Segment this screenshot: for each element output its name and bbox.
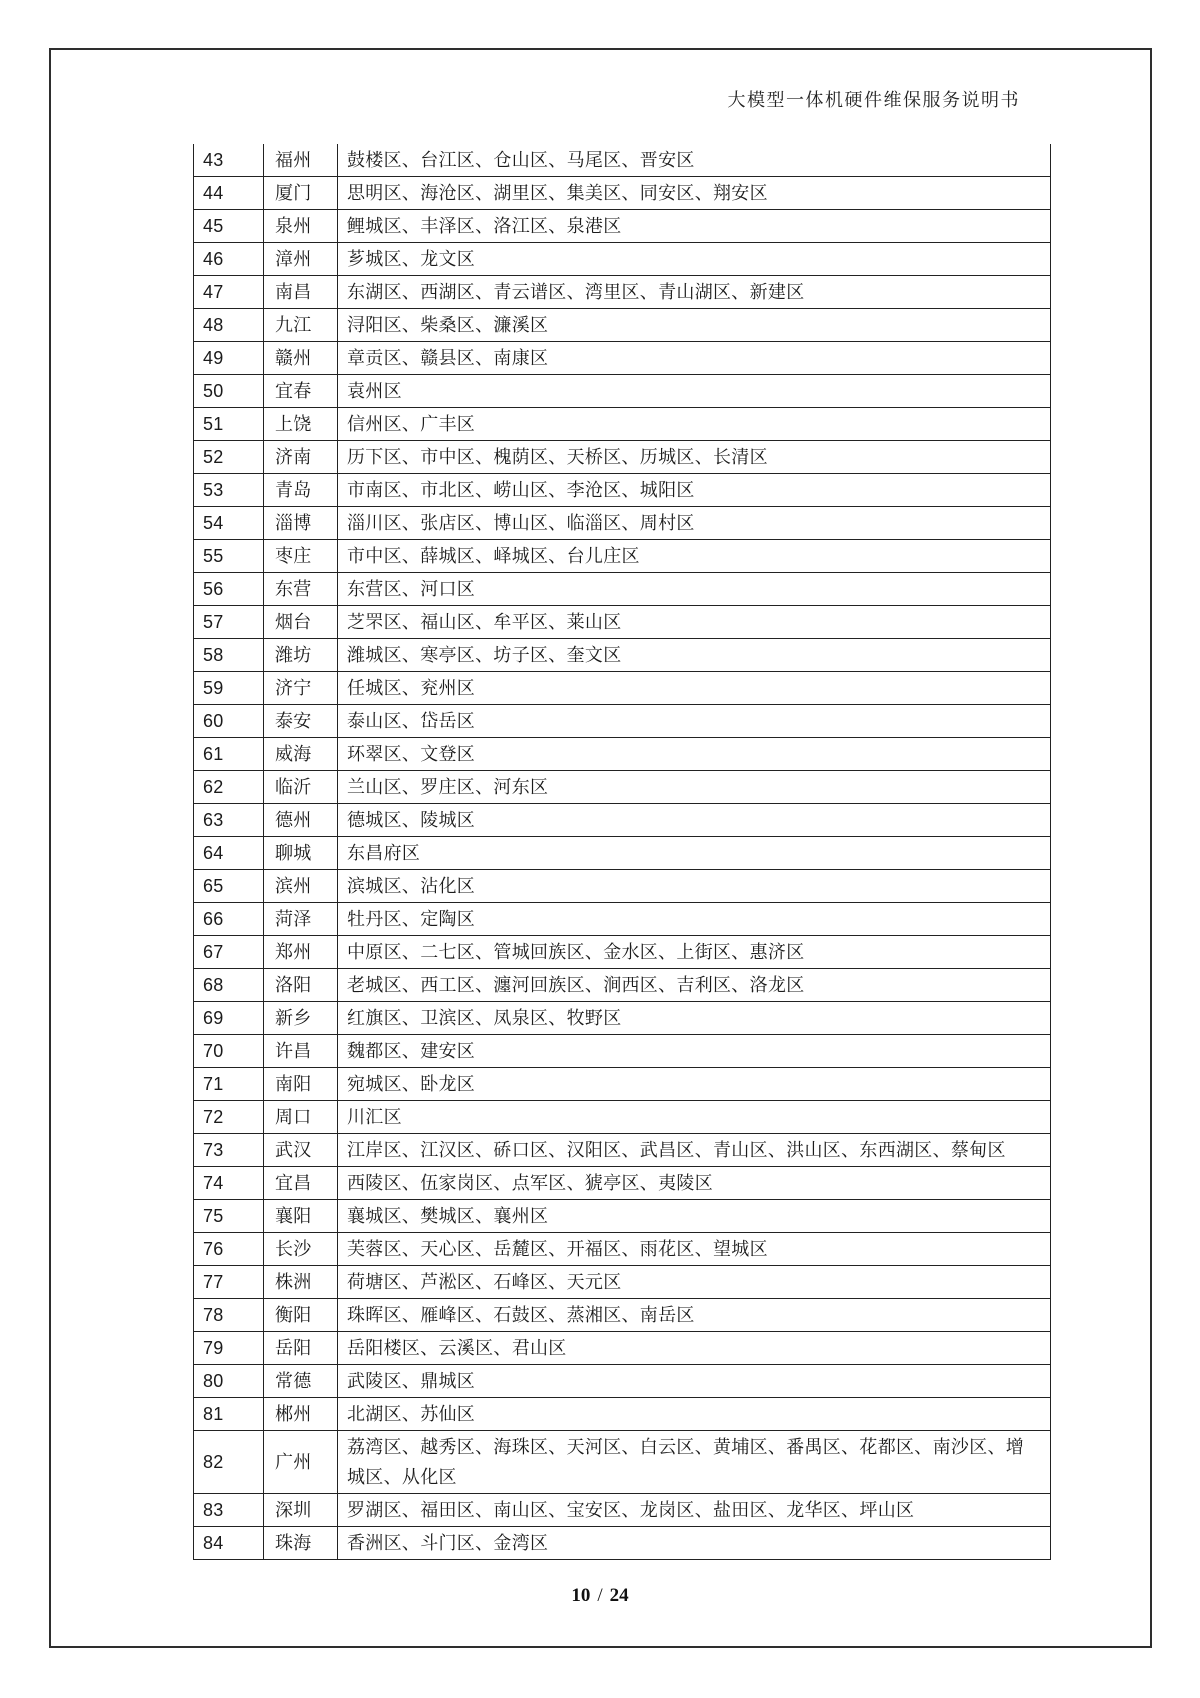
table-row	[194, 276, 1051, 309]
districts-cell: 章贡区、赣县区、南康区	[338, 342, 1051, 375]
city-cell: 许昌	[264, 1035, 338, 1068]
districts-cell: 香洲区、斗门区、金湾区	[338, 1527, 1051, 1560]
districts-cell: 荷塘区、芦淞区、石峰区、天元区	[338, 1266, 1051, 1299]
row-number-cell: 68	[194, 969, 264, 1002]
table-row	[194, 969, 1051, 1002]
row-number-cell: 67	[194, 936, 264, 969]
city-cell: 岳阳	[264, 1332, 338, 1365]
table-row	[194, 837, 1051, 870]
city-cell: 南阳	[264, 1068, 338, 1101]
districts-cell: 泰山区、岱岳区	[338, 705, 1051, 738]
row-number-cell: 49	[194, 342, 264, 375]
row-number-cell: 75	[194, 1200, 264, 1233]
header-title: 大模型一体机硬件维保服务说明书	[727, 90, 1020, 110]
row-number-cell: 46	[194, 243, 264, 276]
city-cell: 深圳	[264, 1494, 338, 1527]
row-number-cell: 74	[194, 1167, 264, 1200]
districts-cell: 岳阳楼区、云溪区、君山区	[338, 1332, 1051, 1365]
row-number-cell: 52	[194, 441, 264, 474]
table-row	[194, 1365, 1051, 1398]
row-number-cell: 53	[194, 474, 264, 507]
city-cell: 南昌	[264, 276, 338, 309]
city-cell: 九江	[264, 309, 338, 342]
table-row	[194, 1332, 1051, 1365]
table-row	[194, 1431, 1051, 1494]
current-page-number: 10	[571, 1585, 591, 1606]
districts-cell: 芝罘区、福山区、牟平区、莱山区	[338, 606, 1051, 639]
districts-cell: 老城区、西工区、瀍河回族区、涧西区、吉利区、洛龙区	[338, 969, 1051, 1002]
districts-cell: 西陵区、伍家岗区、点军区、猇亭区、夷陵区	[338, 1167, 1051, 1200]
row-number-cell: 83	[194, 1494, 264, 1527]
row-number-cell: 66	[194, 903, 264, 936]
districts-cell: 市南区、市北区、崂山区、李沧区、城阳区	[338, 474, 1051, 507]
table-row	[194, 1494, 1051, 1527]
districts-cell: 中原区、二七区、管城回族区、金水区、上街区、惠济区	[338, 936, 1051, 969]
city-cell: 厦门	[264, 177, 338, 210]
districts-cell: 珠晖区、雁峰区、石鼓区、蒸湘区、南岳区	[338, 1299, 1051, 1332]
city-cell: 烟台	[264, 606, 338, 639]
table-row	[194, 1398, 1051, 1431]
page-number-separator: /	[597, 1585, 603, 1606]
row-number-cell: 62	[194, 771, 264, 804]
table-row	[194, 804, 1051, 837]
districts-cell: 历下区、市中区、槐荫区、天桥区、历城区、长清区	[338, 441, 1051, 474]
row-number-cell: 58	[194, 639, 264, 672]
districts-cell: 罗湖区、福田区、南山区、宝安区、龙岗区、盐田区、龙华区、坪山区	[338, 1494, 1051, 1527]
table-row	[194, 144, 1051, 177]
table-row	[194, 441, 1051, 474]
city-cell: 株洲	[264, 1266, 338, 1299]
districts-cell: 川汇区	[338, 1101, 1051, 1134]
city-cell: 聊城	[264, 837, 338, 870]
city-cell: 衡阳	[264, 1299, 338, 1332]
city-cell: 郑州	[264, 936, 338, 969]
city-cell: 襄阳	[264, 1200, 338, 1233]
row-number-cell: 70	[194, 1035, 264, 1068]
districts-cell: 襄城区、樊城区、襄州区	[338, 1200, 1051, 1233]
row-number-cell: 71	[194, 1068, 264, 1101]
districts-cell: 鲤城区、丰泽区、洛江区、泉港区	[338, 210, 1051, 243]
row-number-cell: 57	[194, 606, 264, 639]
city-cell: 上饶	[264, 408, 338, 441]
table-row	[194, 573, 1051, 606]
page-footer	[0, 1585, 1200, 1607]
table-row	[194, 474, 1051, 507]
row-number-cell: 77	[194, 1266, 264, 1299]
table-row	[194, 210, 1051, 243]
row-number-cell: 65	[194, 870, 264, 903]
districts-cell: 东营区、河口区	[338, 573, 1051, 606]
city-cell: 广州	[264, 1431, 338, 1494]
districts-cell: 潍城区、寒亭区、坊子区、奎文区	[338, 639, 1051, 672]
city-cell: 济宁	[264, 672, 338, 705]
service-area-table	[193, 144, 1051, 1560]
row-number-cell: 78	[194, 1299, 264, 1332]
city-cell: 滨州	[264, 870, 338, 903]
districts-cell: 宛城区、卧龙区	[338, 1068, 1051, 1101]
table-row	[194, 243, 1051, 276]
districts-cell: 江岸区、江汉区、硚口区、汉阳区、武昌区、青山区、洪山区、东西湖区、蔡甸区	[338, 1134, 1051, 1167]
city-cell: 福州	[264, 144, 338, 177]
row-number-cell: 51	[194, 408, 264, 441]
table-row	[194, 375, 1051, 408]
city-cell: 宜春	[264, 375, 338, 408]
city-cell: 新乡	[264, 1002, 338, 1035]
city-cell: 济南	[264, 441, 338, 474]
row-number-cell: 44	[194, 177, 264, 210]
districts-cell: 牡丹区、定陶区	[338, 903, 1051, 936]
table-row	[194, 1266, 1051, 1299]
row-number-cell: 47	[194, 276, 264, 309]
city-cell: 淄博	[264, 507, 338, 540]
table-row	[194, 936, 1051, 969]
table-row	[194, 606, 1051, 639]
row-number-cell: 45	[194, 210, 264, 243]
districts-cell: 北湖区、苏仙区	[338, 1398, 1051, 1431]
row-number-cell: 76	[194, 1233, 264, 1266]
districts-cell: 魏都区、建安区	[338, 1035, 1051, 1068]
table-row	[194, 870, 1051, 903]
row-number-cell: 82	[194, 1431, 264, 1494]
row-number-cell: 56	[194, 573, 264, 606]
table-row	[194, 342, 1051, 375]
districts-cell: 浔阳区、柴桑区、濂溪区	[338, 309, 1051, 342]
table-row	[194, 639, 1051, 672]
city-cell: 宜昌	[264, 1167, 338, 1200]
table-row	[194, 903, 1051, 936]
table-row	[194, 1002, 1051, 1035]
districts-cell: 市中区、薛城区、峄城区、台儿庄区	[338, 540, 1051, 573]
districts-cell: 芗城区、龙文区	[338, 243, 1051, 276]
city-cell: 东营	[264, 573, 338, 606]
table-row	[194, 771, 1051, 804]
table-row	[194, 1527, 1051, 1560]
districts-cell: 德城区、陵城区	[338, 804, 1051, 837]
city-cell: 德州	[264, 804, 338, 837]
table-row	[194, 1035, 1051, 1068]
row-number-cell: 64	[194, 837, 264, 870]
city-cell: 漳州	[264, 243, 338, 276]
table-row	[194, 177, 1051, 210]
city-cell: 枣庄	[264, 540, 338, 573]
row-number-cell: 80	[194, 1365, 264, 1398]
table-row	[194, 408, 1051, 441]
city-cell: 泉州	[264, 210, 338, 243]
row-number-cell: 84	[194, 1527, 264, 1560]
city-cell: 洛阳	[264, 969, 338, 1002]
service-area-table-body	[194, 144, 1051, 1560]
table-row	[194, 1200, 1051, 1233]
table-row	[194, 1233, 1051, 1266]
districts-cell: 信州区、广丰区	[338, 408, 1051, 441]
city-cell: 潍坊	[264, 639, 338, 672]
districts-cell: 武陵区、鼎城区	[338, 1365, 1051, 1398]
row-number-cell: 59	[194, 672, 264, 705]
row-number-cell: 69	[194, 1002, 264, 1035]
city-cell: 菏泽	[264, 903, 338, 936]
city-cell: 武汉	[264, 1134, 338, 1167]
districts-cell: 东昌府区	[338, 837, 1051, 870]
districts-cell: 思明区、海沧区、湖里区、集美区、同安区、翔安区	[338, 177, 1051, 210]
table-row	[194, 1068, 1051, 1101]
city-cell: 赣州	[264, 342, 338, 375]
districts-cell: 淄川区、张店区、博山区、临淄区、周村区	[338, 507, 1051, 540]
districts-cell: 芙蓉区、天心区、岳麓区、开福区、雨花区、望城区	[338, 1233, 1051, 1266]
districts-cell: 任城区、兖州区	[338, 672, 1051, 705]
table-row	[194, 309, 1051, 342]
row-number-cell: 63	[194, 804, 264, 837]
city-cell: 珠海	[264, 1527, 338, 1560]
table-row	[194, 672, 1051, 705]
districts-cell: 滨城区、沾化区	[338, 870, 1051, 903]
row-number-cell: 50	[194, 375, 264, 408]
table-row	[194, 1299, 1051, 1332]
city-cell: 常德	[264, 1365, 338, 1398]
row-number-cell: 48	[194, 309, 264, 342]
row-number-cell: 79	[194, 1332, 264, 1365]
city-cell: 临沂	[264, 771, 338, 804]
row-number-cell: 81	[194, 1398, 264, 1431]
city-cell: 长沙	[264, 1233, 338, 1266]
districts-cell: 袁州区	[338, 375, 1051, 408]
table-row	[194, 507, 1051, 540]
table-row	[194, 705, 1051, 738]
districts-cell: 红旗区、卫滨区、凤泉区、牧野区	[338, 1002, 1051, 1035]
city-cell: 威海	[264, 738, 338, 771]
city-cell: 泰安	[264, 705, 338, 738]
districts-cell: 鼓楼区、台江区、仓山区、马尾区、晋安区	[338, 144, 1051, 177]
row-number-cell: 43	[194, 144, 264, 177]
table-row	[194, 1101, 1051, 1134]
districts-cell: 东湖区、西湖区、青云谱区、湾里区、青山湖区、新建区	[338, 276, 1051, 309]
row-number-cell: 61	[194, 738, 264, 771]
city-cell: 郴州	[264, 1398, 338, 1431]
table-row	[194, 1167, 1051, 1200]
row-number-cell: 73	[194, 1134, 264, 1167]
row-number-cell: 72	[194, 1101, 264, 1134]
total-page-count: 24	[609, 1585, 629, 1606]
document-header	[728, 86, 1021, 112]
table-row	[194, 1134, 1051, 1167]
row-number-cell: 60	[194, 705, 264, 738]
table-row	[194, 738, 1051, 771]
districts-cell: 荔湾区、越秀区、海珠区、天河区、白云区、黄埔区、番禺区、花都区、南沙区、增城区、从化区	[338, 1431, 1051, 1494]
table-row	[194, 540, 1051, 573]
districts-cell: 兰山区、罗庄区、河东区	[338, 771, 1051, 804]
districts-cell: 环翠区、文登区	[338, 738, 1051, 771]
row-number-cell: 55	[194, 540, 264, 573]
city-cell: 周口	[264, 1101, 338, 1134]
city-cell: 青岛	[264, 474, 338, 507]
row-number-cell: 54	[194, 507, 264, 540]
